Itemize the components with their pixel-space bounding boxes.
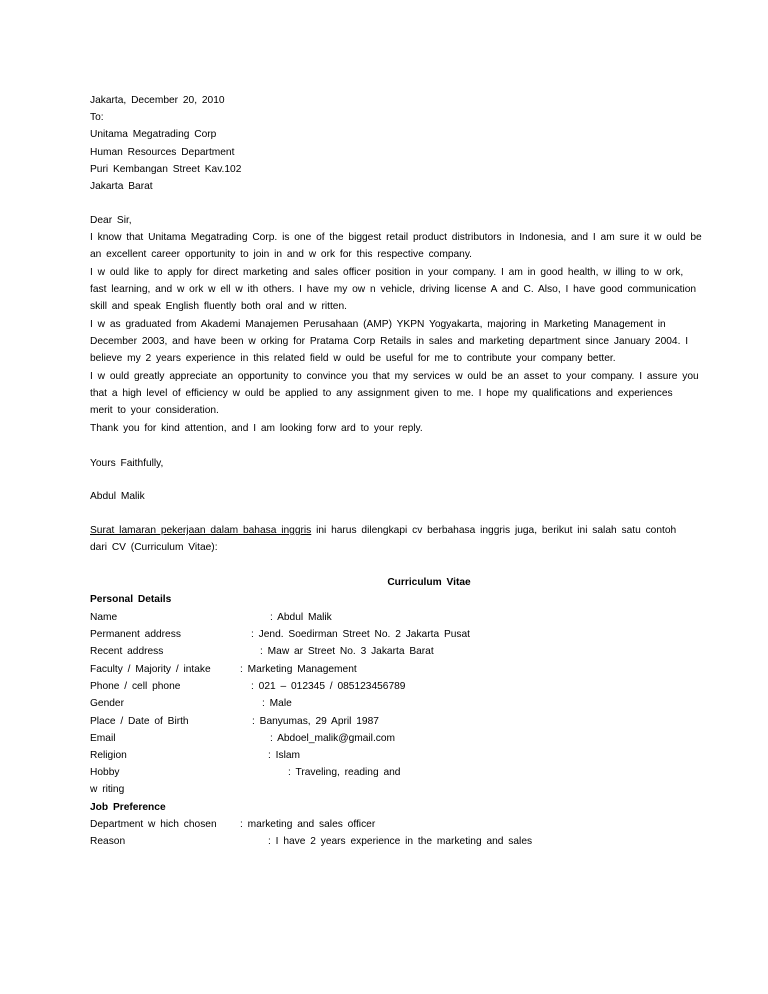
cv-value: : 021 – 012345 / 085123456789 — [251, 681, 406, 692]
cv-label: Recent address — [90, 646, 164, 657]
recipient-street: Puri Kembangan Street Kav.102 — [90, 164, 242, 175]
cv-label: Place / Date of Birth — [90, 716, 189, 727]
cv-label: Reason — [90, 836, 126, 847]
cv-label: Email — [90, 733, 116, 744]
paragraph-line: fast learning, and w ork w ell w ith others. I have my ow n vehicle, driving license A and C. Also, I have good communication — [90, 284, 697, 295]
cv-title: Curriculum Vitae — [387, 577, 471, 588]
cv-label: Religion — [90, 750, 127, 761]
cv-label: Faculty / Majority / intake — [90, 664, 211, 675]
personal-details-heading: Personal Details — [90, 594, 172, 605]
cv-label: Permanent address — [90, 629, 181, 640]
cv-value: : Maw ar Street No. 3 Jakarta Barat — [260, 646, 434, 657]
paragraph-line: believe my 2 years experience in this related field w ould be useful for me to contribute your company better. — [90, 353, 616, 364]
recipient-city: Jakarta Barat — [90, 181, 153, 192]
letter-to: To: — [90, 112, 104, 123]
paragraph-line: I know that Unitama Megatrading Corp. is one of the biggest retail product distributors in Indonesia, and I am sure it w ould be — [90, 232, 702, 243]
cv-value: : Jend. Soedirman Street No. 2 Jakarta Pusat — [251, 629, 470, 640]
note-link[interactable]: Surat lamaran pekerjaan dalam bahasa inggris — [90, 525, 312, 536]
cv-note-line-2: dari CV (Curriculum Vitae): — [90, 542, 218, 553]
letter-greeting: Dear Sir, — [90, 215, 132, 226]
cv-value: : Traveling, reading and — [288, 767, 401, 778]
recipient-department: Human Resources Department — [90, 147, 235, 158]
cv-value-continuation: w riting — [90, 784, 125, 795]
cv-value: : marketing and sales officer — [240, 819, 376, 830]
paragraph-line: that a high level of efficiency w ould be applied to any assignment given to me. I hope my qualifications and experiences — [90, 388, 673, 399]
letter-date: Jakarta, December 20, 2010 — [90, 95, 225, 106]
cv-value: : Abdoel_malik@gmail.com — [270, 733, 396, 744]
cv-value: : Marketing Management — [240, 664, 357, 675]
paragraph-line: Thank you for kind attention, and I am looking forw ard to your reply. — [90, 423, 423, 434]
paragraph-line: December 2003, and have been w orking for Pratama Corp Retails in sales and marketing department since January 2004. I — [90, 336, 689, 347]
letter-signature: Abdul Malik — [90, 491, 145, 502]
cv-value: : Islam — [268, 750, 301, 761]
paragraph-line: an excellent career opportunity to join in and w ork for this respective company. — [90, 249, 472, 260]
paragraph-line: merit to your consideration. — [90, 405, 219, 416]
cv-label: Phone / cell phone — [90, 681, 181, 692]
note-text: ini harus dilengkapi cv berbahasa inggris juga, berikut ini salah satu contoh — [311, 525, 677, 536]
cv-value: : Male — [262, 698, 292, 709]
cv-value: : Banyumas, 29 April 1987 — [252, 716, 379, 727]
paragraph-line: skill and speak English fluently both oral and w ritten. — [90, 301, 347, 312]
cv-label: Gender — [90, 698, 124, 709]
recipient-company: Unitama Megatrading Corp — [90, 129, 217, 140]
paragraph-line: I w as graduated from Akademi Manajemen Perusahaan (AMP) YKPN Yogyakarta, majoring in Marketing Management in — [90, 319, 666, 330]
job-preference-heading: Job Preference — [90, 802, 166, 813]
paragraph-line: I w ould greatly appreciate an opportunity to convince you that my services w ould be an asset to your company. I assure you — [90, 371, 699, 382]
cv-label: Hobby — [90, 767, 120, 778]
cv-note-line — [90, 524, 676, 537]
cv-label: Department w hich chosen — [90, 819, 217, 830]
letter-closing: Yours Faithfully, — [90, 458, 164, 469]
paragraph-line: I w ould like to apply for direct marketing and sales officer position in your company. I am in good health, w illing to w ork, — [90, 267, 684, 278]
cv-label: Name — [90, 612, 118, 623]
cv-value: : Abdul Malik — [270, 612, 332, 623]
cv-value: : I have 2 years experience in the marketing and sales — [268, 836, 533, 847]
